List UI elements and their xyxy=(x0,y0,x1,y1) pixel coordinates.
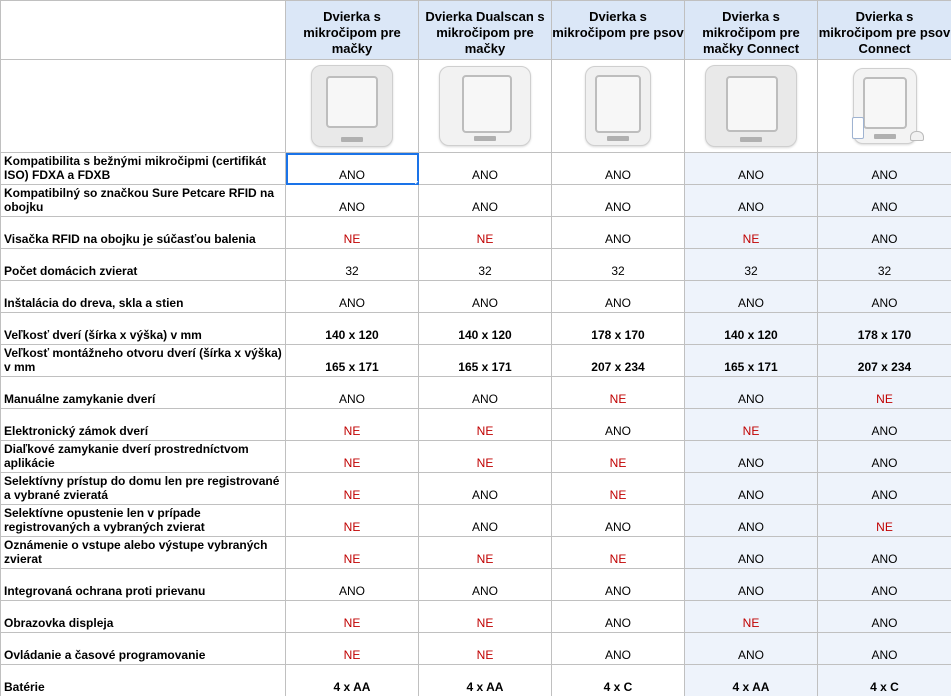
value-cell[interactable]: NE xyxy=(419,537,552,569)
value-cell[interactable]: ANO xyxy=(685,281,818,313)
value-cell[interactable]: ANO xyxy=(419,569,552,601)
value-cell[interactable]: NE xyxy=(552,537,685,569)
product-image-cell[interactable] xyxy=(685,60,818,153)
product-header-cell[interactable]: Dvierka s mikročipom pre psov xyxy=(552,1,685,60)
value-cell[interactable]: 4 x C xyxy=(552,665,685,696)
value-cell[interactable]: ANO xyxy=(419,505,552,537)
value-cell[interactable]: ANO xyxy=(818,409,951,441)
value-cell[interactable]: 165 x 171 xyxy=(685,345,818,377)
image-row xyxy=(1,60,951,153)
table-row xyxy=(1,537,951,569)
value-cell[interactable]: ANO xyxy=(419,377,552,409)
table-row xyxy=(1,249,951,281)
value-cell[interactable]: 4 x AA xyxy=(286,665,419,696)
value-cell[interactable]: ANO xyxy=(818,185,951,217)
value-cell[interactable]: 140 x 120 xyxy=(419,313,552,345)
feature-cell[interactable]: Elektronický zámok dverí xyxy=(1,409,286,441)
value-cell[interactable]: ANO xyxy=(552,281,685,313)
corner-cell[interactable] xyxy=(1,1,286,60)
table-row xyxy=(1,185,951,217)
value-cell[interactable]: ANO xyxy=(818,153,951,185)
fill-handle[interactable] xyxy=(415,181,419,185)
value-cell[interactable]: 165 x 171 xyxy=(286,345,419,377)
value-cell[interactable]: ANO xyxy=(286,377,419,409)
value-cell[interactable]: ANO xyxy=(685,569,818,601)
value-cell[interactable]: ANO xyxy=(286,281,419,313)
value-cell[interactable]: ANO xyxy=(685,185,818,217)
value-cell[interactable]: ANO xyxy=(552,185,685,217)
value-cell[interactable]: NE xyxy=(286,217,419,249)
value-cell[interactable]: ANO xyxy=(818,473,951,505)
value-cell[interactable]: NE xyxy=(286,409,419,441)
product-header-cell[interactable]: Dvierka Dualscan s mikročipom pre mačky xyxy=(419,1,552,60)
value-cell[interactable]: NE xyxy=(818,377,951,409)
value-cell[interactable]: ANO xyxy=(685,633,818,665)
value-cell[interactable]: ANO xyxy=(818,537,951,569)
value-cell[interactable]: ANO xyxy=(286,185,419,217)
product-image-cell[interactable] xyxy=(286,60,419,153)
value-cell[interactable]: NE xyxy=(552,473,685,505)
value-cell[interactable]: ANO xyxy=(818,633,951,665)
table-row xyxy=(1,505,951,537)
value-cell[interactable]: 32 xyxy=(286,249,419,281)
connect-cat-flap-image xyxy=(705,65,797,147)
value-cell[interactable]: NE xyxy=(818,505,951,537)
feature-cell[interactable]: Diaľkové zamykanie dverí prostredníctvom aplikácie xyxy=(1,441,286,473)
value-cell[interactable]: 178 x 170 xyxy=(818,313,951,345)
value-cell[interactable]: NE xyxy=(685,217,818,249)
value-cell[interactable]: NE xyxy=(286,537,419,569)
value-cell[interactable]: 4 x AA xyxy=(685,665,818,696)
value-cell[interactable]: 32 xyxy=(552,249,685,281)
header-row xyxy=(1,1,951,60)
value-cell[interactable]: ANO xyxy=(286,569,419,601)
value-cell[interactable]: ANO xyxy=(685,537,818,569)
value-cell[interactable]: 32 xyxy=(419,249,552,281)
value-cell[interactable]: 178 x 170 xyxy=(552,313,685,345)
feature-cell[interactable]: Kompatibilný so značkou Sure Petcare RFID na obojku xyxy=(1,185,286,217)
product-header-cell[interactable]: Dvierka s mikročipom pre mačky Connect xyxy=(685,1,818,60)
value-cell[interactable]: NE xyxy=(685,601,818,633)
value-cell[interactable]: ANO xyxy=(419,185,552,217)
value-cell[interactable]: 165 x 171 xyxy=(419,345,552,377)
value-cell[interactable]: ANO xyxy=(552,569,685,601)
product-image-cell[interactable] xyxy=(818,60,951,153)
value-cell[interactable]: ANO xyxy=(685,153,818,185)
phone-icon xyxy=(852,117,864,139)
selected-cell[interactable] xyxy=(286,153,419,185)
feature-cell[interactable]: Kompatibilita s bežnými mikročipmi (certifikát ISO) FDXA a FDXB xyxy=(1,153,286,185)
value-cell[interactable]: NE xyxy=(286,505,419,537)
corner-image-cell[interactable] xyxy=(1,60,286,153)
value-cell[interactable]: ANO xyxy=(818,441,951,473)
feature-cell[interactable]: Počet domácich zvierat xyxy=(1,249,286,281)
feature-cell[interactable]: Inštalácia do dreva, skla a stien xyxy=(1,281,286,313)
value-cell[interactable]: 4 x C xyxy=(818,665,951,696)
value-cell[interactable]: ANO xyxy=(818,569,951,601)
feature-cell[interactable]: Selektívny prístup do domu len pre registrované a vybrané zvieratá xyxy=(1,473,286,505)
value-cell[interactable]: NE xyxy=(552,377,685,409)
table-row xyxy=(1,633,951,665)
value-cell[interactable]: 140 x 120 xyxy=(685,313,818,345)
value-cell[interactable]: ANO xyxy=(552,153,685,185)
value-cell[interactable]: ANO xyxy=(552,505,685,537)
table-row xyxy=(1,313,951,345)
hub-icon xyxy=(910,131,924,141)
feature-cell[interactable]: Manuálne zamykanie dverí xyxy=(1,377,286,409)
value-cell[interactable]: NE xyxy=(419,633,552,665)
value-cell[interactable]: ANO xyxy=(685,441,818,473)
pet-door-image xyxy=(585,66,651,146)
value-cell[interactable]: ANO xyxy=(552,633,685,665)
dualscan-flap-image xyxy=(439,66,531,146)
value-cell[interactable]: NE xyxy=(419,409,552,441)
feature-cell[interactable]: Visačka RFID na obojku je súčasťou balenia xyxy=(1,217,286,249)
value-cell[interactable]: ANO xyxy=(552,217,685,249)
feature-cell[interactable]: Selektívne opustenie len v prípade registrovaných a vybraných zvierat xyxy=(1,505,286,537)
value-cell[interactable]: NE xyxy=(286,633,419,665)
feature-cell[interactable]: Oznámenie o vstupe alebo výstupe vybraných zvierat xyxy=(1,537,286,569)
table-row xyxy=(1,377,951,409)
cat-flap-image xyxy=(311,65,393,147)
value-cell[interactable]: ANO xyxy=(685,473,818,505)
value-cell[interactable]: ANO xyxy=(552,601,685,633)
value-cell[interactable]: 4 x AA xyxy=(419,665,552,696)
feature-cell[interactable]: Integrovaná ochrana proti prievanu xyxy=(1,569,286,601)
table-row xyxy=(1,601,951,633)
value-cell[interactable]: NE xyxy=(685,409,818,441)
table-row xyxy=(1,473,951,505)
value-cell[interactable]: ANO xyxy=(818,601,951,633)
feature-cell[interactable]: Obrazovka displeja xyxy=(1,601,286,633)
value-cell[interactable]: NE xyxy=(552,441,685,473)
feature-cell[interactable]: Ovládanie a časové programovanie xyxy=(1,633,286,665)
table-row xyxy=(1,665,951,696)
value-cell[interactable]: ANO xyxy=(685,505,818,537)
value-cell[interactable]: ANO xyxy=(419,153,552,185)
value-cell[interactable]: NE xyxy=(286,601,419,633)
table-row xyxy=(1,345,951,377)
value-cell[interactable]: NE xyxy=(419,601,552,633)
table-row xyxy=(1,441,951,473)
value-cell[interactable]: ANO xyxy=(419,281,552,313)
table-row xyxy=(1,281,951,313)
value-cell[interactable]: 207 x 234 xyxy=(552,345,685,377)
connect-pet-door-image xyxy=(853,68,917,144)
value-cell[interactable]: ANO xyxy=(685,377,818,409)
product-header-cell[interactable]: Dvierka s mikročipom pre mačky xyxy=(286,1,419,60)
table-row xyxy=(1,153,951,185)
feature-cell[interactable]: Batérie xyxy=(1,665,286,696)
feature-cell[interactable]: Veľkosť dverí (šírka x výška) v mm xyxy=(1,313,286,345)
product-image-cell[interactable] xyxy=(419,60,552,153)
value-cell[interactable]: NE xyxy=(286,441,419,473)
value-cell[interactable]: 32 xyxy=(818,249,951,281)
selected-cell-value: ANO xyxy=(338,168,365,182)
product-image-cell[interactable] xyxy=(552,60,685,153)
value-cell[interactable]: NE xyxy=(419,441,552,473)
value-cell[interactable]: NE xyxy=(286,473,419,505)
value-cell[interactable]: ANO xyxy=(818,217,951,249)
table-row xyxy=(1,409,951,441)
value-cell[interactable]: ANO xyxy=(818,281,951,313)
table-row xyxy=(1,217,951,249)
value-cell[interactable]: NE xyxy=(419,217,552,249)
value-cell[interactable]: 140 x 120 xyxy=(286,313,419,345)
value-cell[interactable]: ANO xyxy=(552,409,685,441)
value-cell[interactable]: ANO xyxy=(419,473,552,505)
value-cell[interactable]: 32 xyxy=(685,249,818,281)
feature-cell[interactable]: Veľkosť montážneho otvoru dverí (šírka x výška) v mm xyxy=(1,345,286,377)
product-header-cell[interactable]: Dvierka s mikročipom pre psov Connect xyxy=(818,1,951,60)
value-cell[interactable]: 207 x 234 xyxy=(818,345,951,377)
table-row xyxy=(1,569,951,601)
